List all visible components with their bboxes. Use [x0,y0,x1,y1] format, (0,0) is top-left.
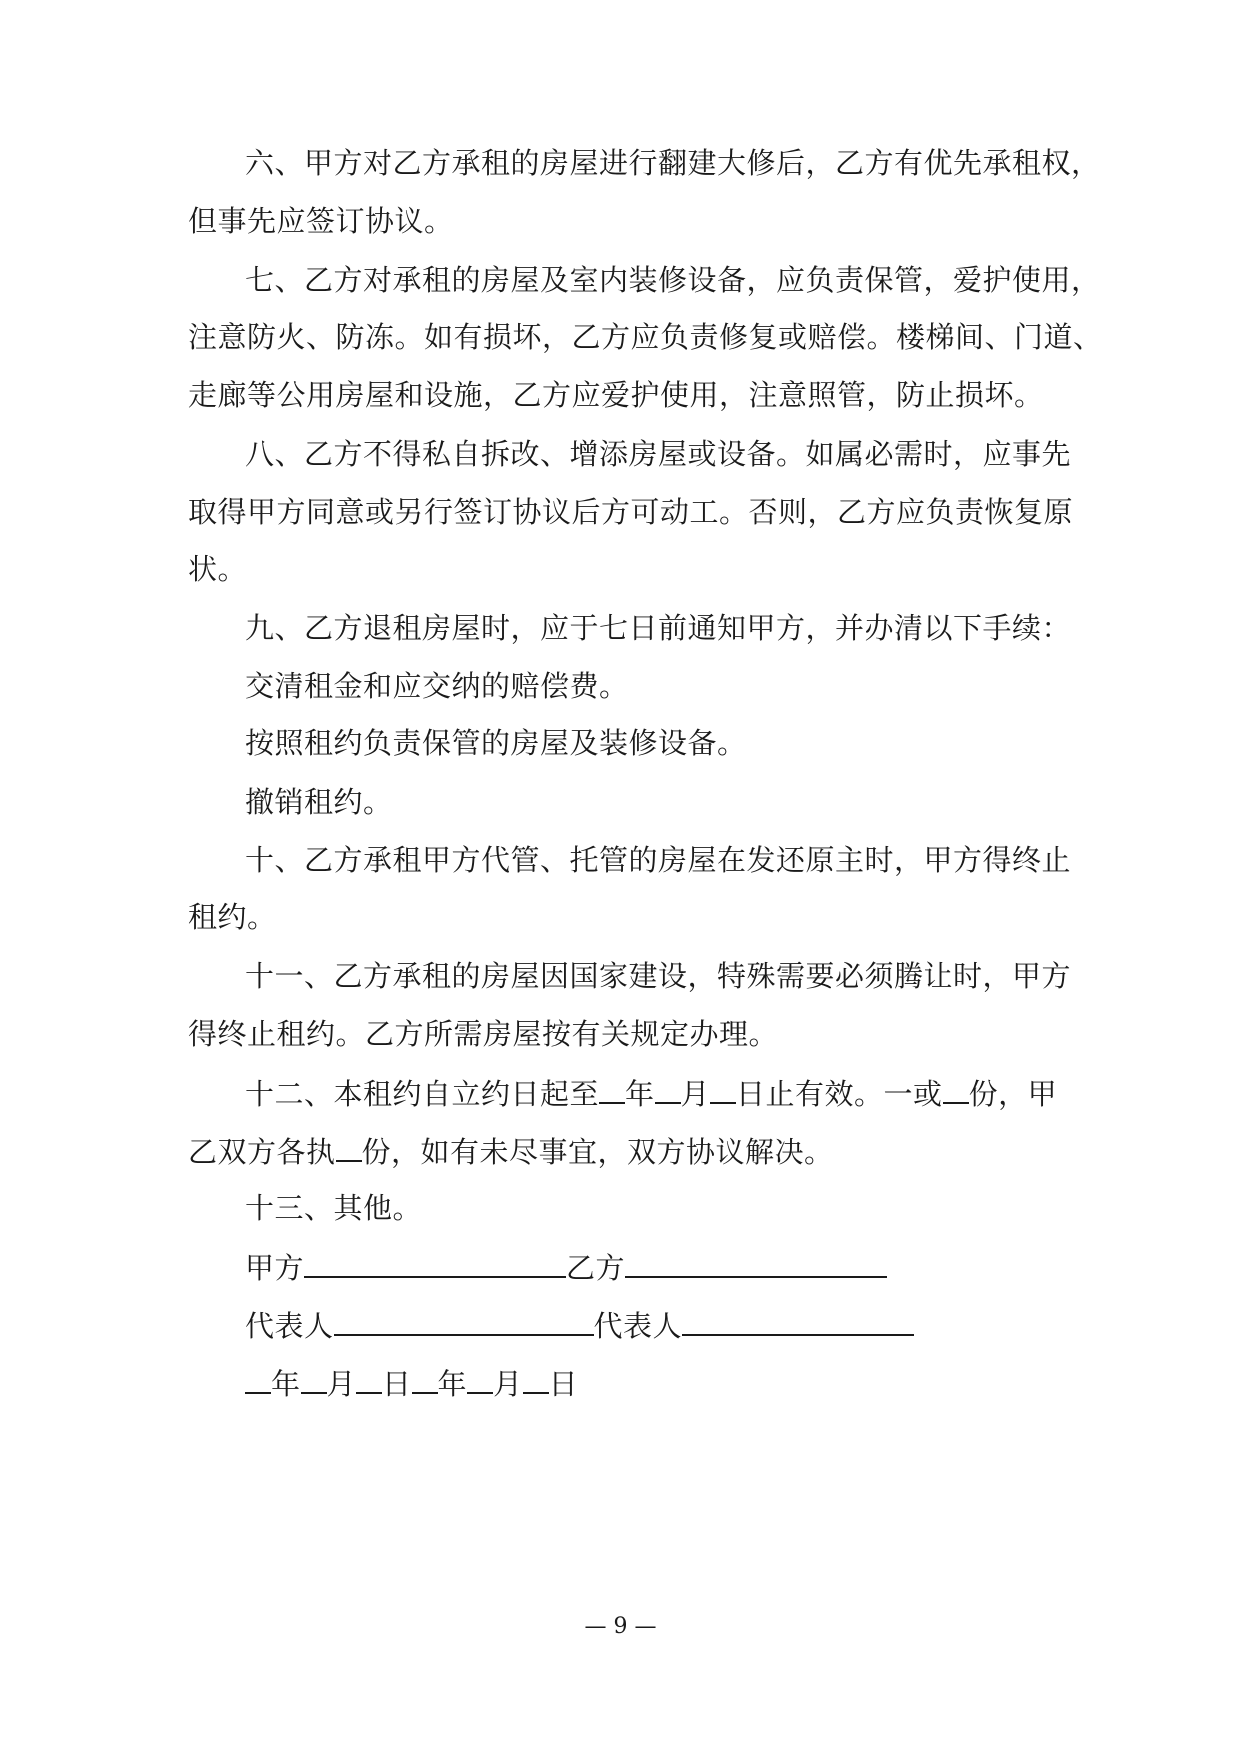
blank-each-copies-field[interactable] [336,1130,362,1162]
clause-9-item-3: 撤销租约。 [245,785,393,819]
party-a-field[interactable] [304,1246,566,1278]
clause-12-text-a: 十二、本租约自立约日起至 [245,1077,600,1111]
clause-13: 十三、其他。 [245,1191,423,1225]
rep-a-field[interactable] [334,1304,594,1336]
clause-7-line-2: 注意防火、防冻。如有损坏，乙方应负责修复或赔偿。楼梯间、门道、 [188,320,1103,354]
page-number: — 9 — [584,1614,657,1639]
clause-12-text-d: 日止有效。一或 [736,1077,943,1111]
party-b-label: 乙方 [566,1251,626,1285]
date-b-month-field[interactable] [467,1362,493,1394]
signature-parties-line [245,1246,887,1288]
signature-representatives-line [245,1304,914,1346]
date-a-day-label: 日 [382,1367,412,1401]
blank-day-field[interactable] [710,1072,736,1104]
date-a-month-field[interactable] [301,1362,327,1394]
blank-year-field[interactable] [599,1072,625,1104]
rep-a-label: 代表人 [245,1309,334,1343]
clause-12-text-f: 乙双方各执 [188,1135,336,1169]
clause-12-text-c: 月 [680,1077,711,1111]
clause-7-line-3: 走廊等公用房屋和设施，乙方应爱护使用，注意照管，防止损坏。 [188,378,1044,412]
date-b-month-label: 月 [493,1367,523,1401]
rep-b-field[interactable] [682,1304,914,1336]
date-b-year-label: 年 [437,1367,468,1401]
clause-9-item-2: 按照租约负责保管的房屋及装修设备。 [245,726,747,760]
blank-copies-field[interactable] [943,1072,969,1104]
date-b-day-field[interactable] [523,1362,549,1394]
blank-month-field[interactable] [655,1072,681,1104]
rep-b-label: 代表人 [593,1309,683,1343]
clause-12-text-b: 年 [625,1077,655,1111]
clause-11-line-2: 得终止租约。乙方所需房屋按有关规定办理。 [188,1017,779,1051]
clause-9-line-1: 九、乙方退租房屋时，应于七日前通知甲方，并办清以下手续： [245,611,1072,645]
clause-6-line-2: 但事先应签订协议。 [188,204,454,238]
clause-8-line-1: 八、乙方不得私自拆改、增添房屋或设备。如属必需时，应事先 [245,437,1072,471]
clause-12-line-1 [245,1072,1057,1114]
clause-8-line-2: 取得甲方同意或另行签订协议后方可动工。否则，乙方应负责恢复原 [188,495,1074,529]
date-b-year-field[interactable] [412,1362,438,1394]
clause-10-line-1: 十、乙方承租甲方代管、托管的房屋在发还原主时，甲方得终止 [245,843,1072,877]
clause-6-line-1: 六、甲方对乙方承租的房屋进行翻建大修后，乙方有优先承租权， [245,146,1101,180]
clause-10-line-2: 租约。 [188,900,277,934]
date-a-day-field[interactable] [356,1362,382,1394]
party-b-field[interactable] [625,1246,887,1278]
clause-9-item-1: 交清租金和应交纳的赔偿费。 [245,669,629,703]
clause-7-line-1: 七、乙方对承租的房屋及室内装修设备，应负责保管，爱护使用， [245,263,1101,297]
clause-12-text-g: 份，如有未尽事宜，双方协议解决。 [361,1135,834,1169]
clause-11-line-1: 十一、乙方承租的房屋因国家建设，特殊需要必须腾让时，甲方 [245,959,1072,993]
clause-8-line-3: 状。 [188,552,248,586]
date-a-month-label: 月 [326,1367,357,1401]
date-a-year-label: 年 [271,1367,301,1401]
signature-date-line [245,1362,578,1404]
clause-12-line-2 [188,1130,834,1172]
date-b-day-label: 日 [548,1367,579,1401]
clause-12-text-e: 份，甲 [968,1077,1058,1111]
party-a-label: 甲方 [245,1251,305,1285]
date-a-year-field[interactable] [245,1362,271,1394]
